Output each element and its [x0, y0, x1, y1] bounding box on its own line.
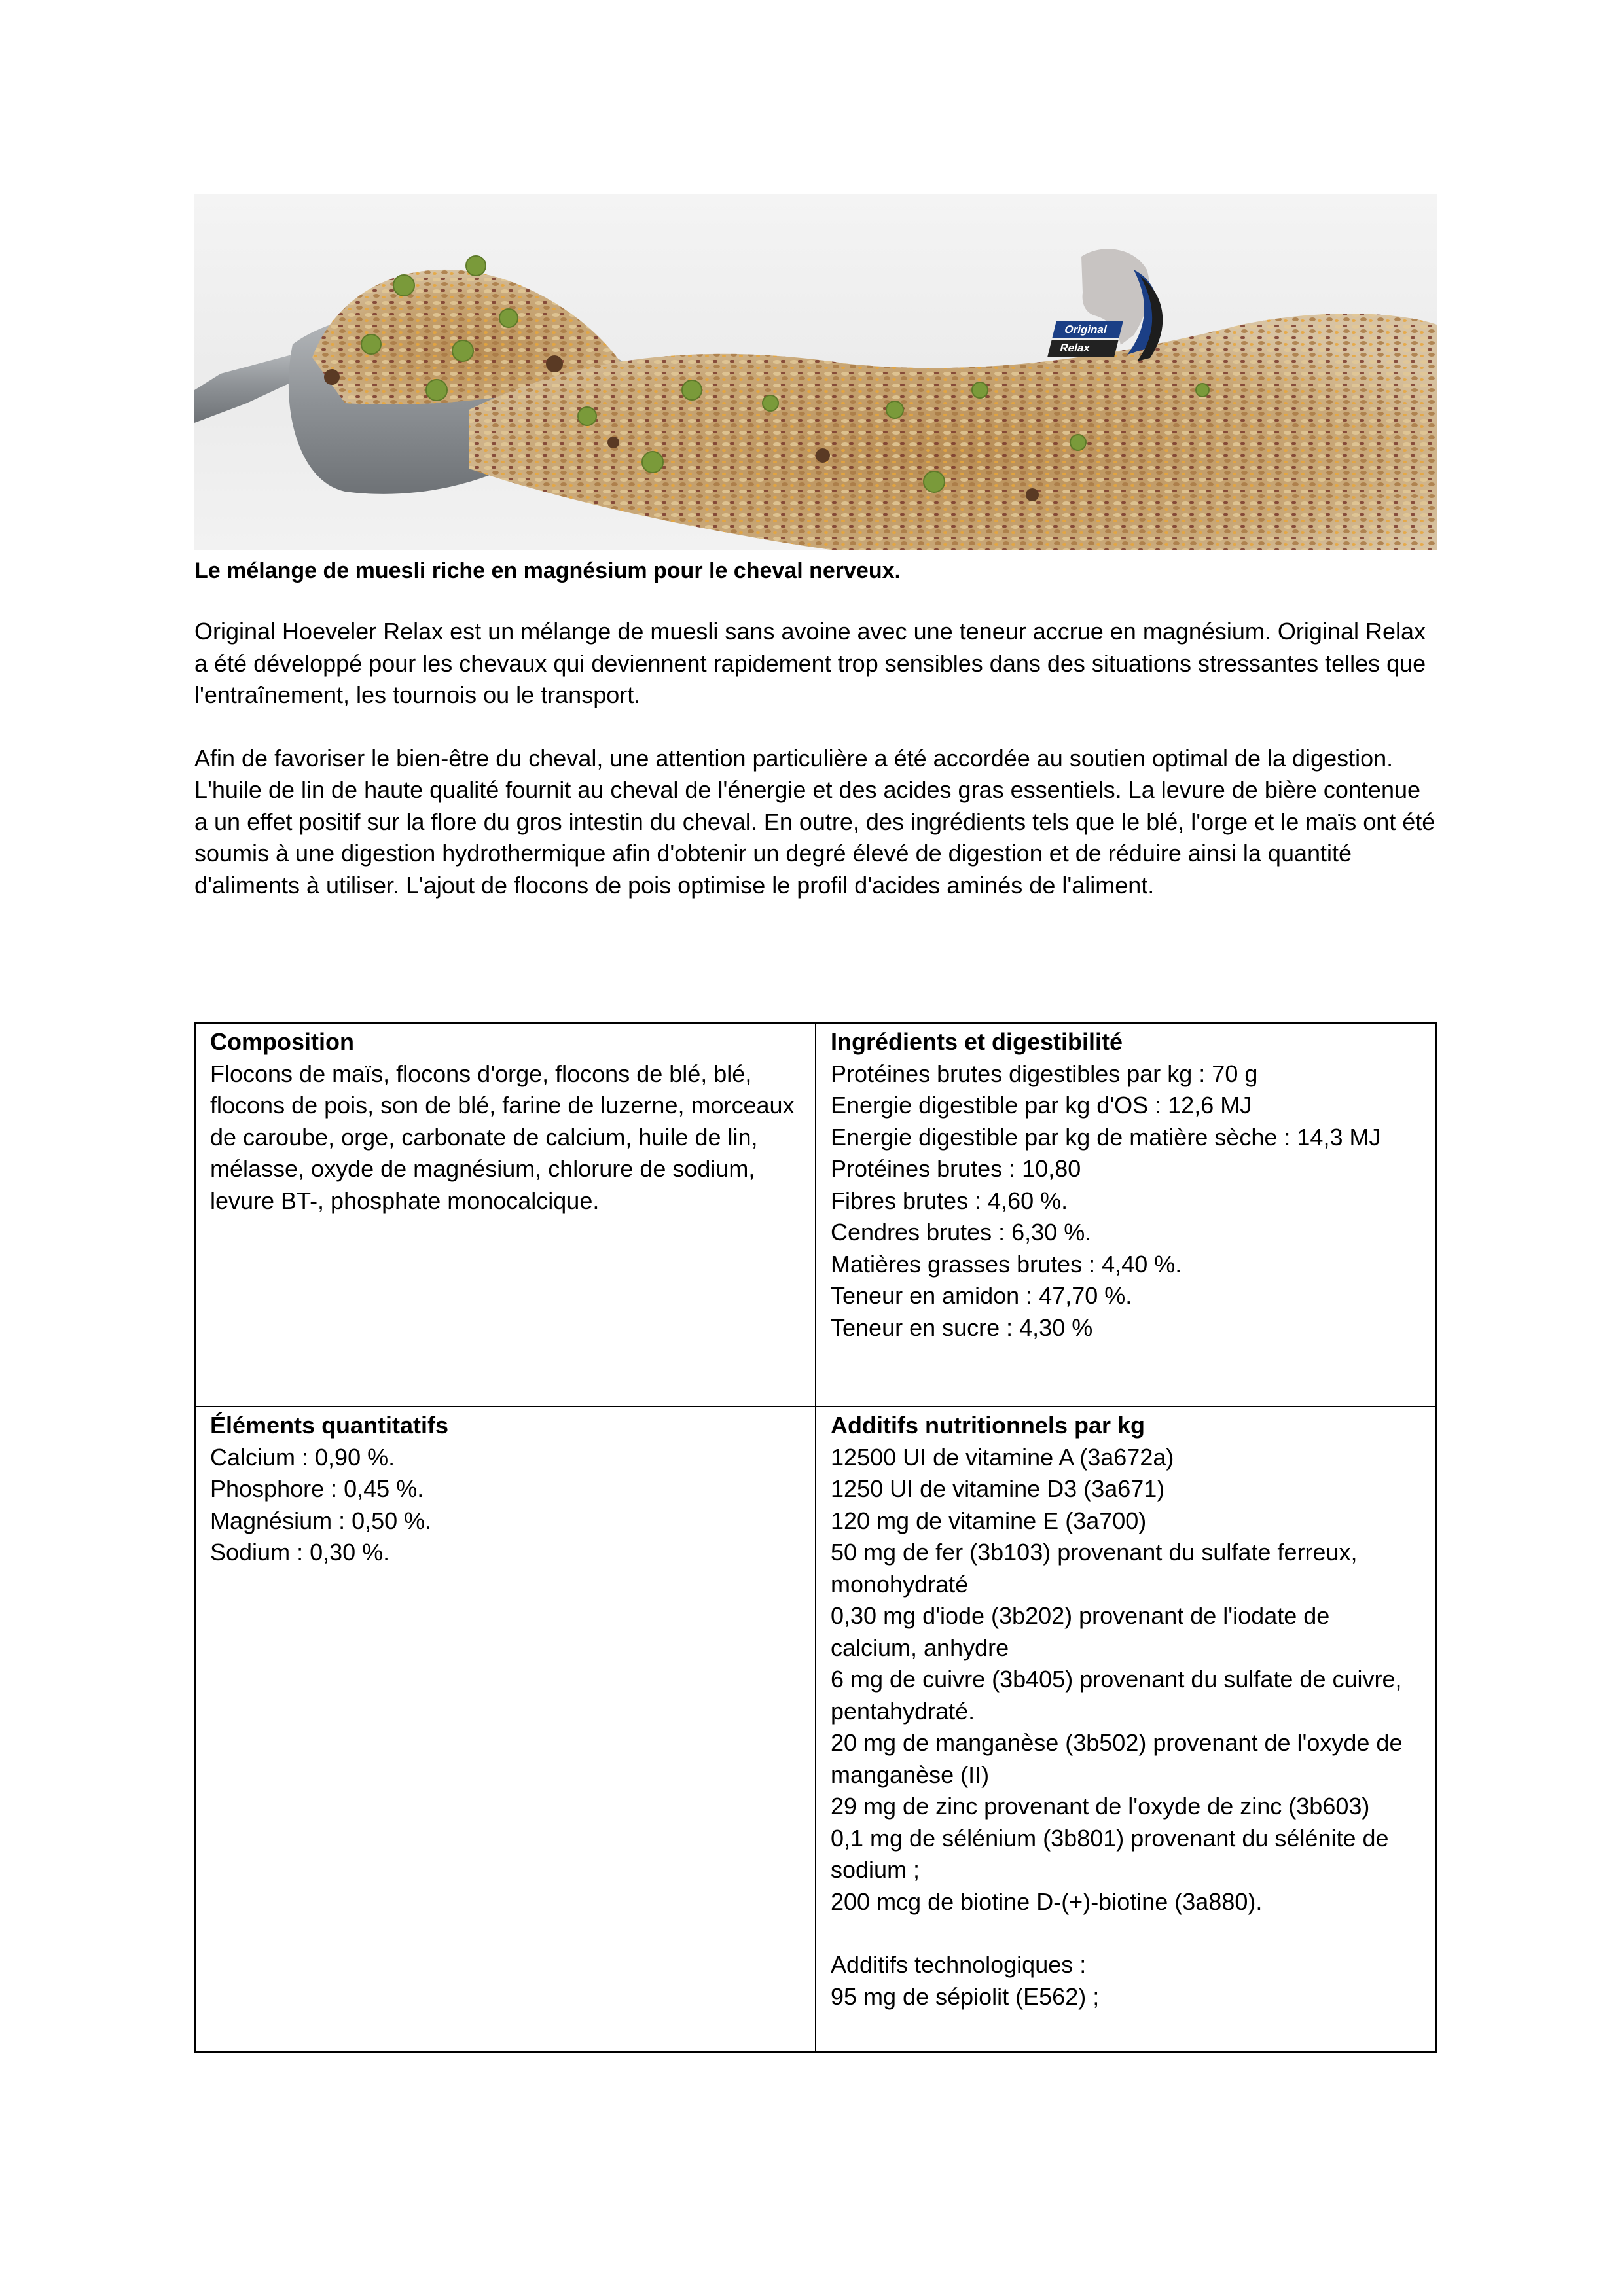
additif-line: 50 mg de fer (3b103) provenant du sulfate ferreux, monohydraté: [831, 1539, 1358, 1598]
ingredient-line: Energie digestible par kg de matière sèche : 14,3 MJ: [831, 1123, 1381, 1151]
ingredient-line: Teneur en amidon : 47,70 %.: [831, 1282, 1132, 1309]
additif-line: 120 mg de vitamine E (3a700): [831, 1507, 1147, 1534]
tech-line: 95 mg de sépiolit (E562) ;: [831, 1982, 1100, 2010]
ingredient-line: Teneur en sucre : 4,30 %: [831, 1314, 1093, 1341]
elements-cell: [195, 1407, 816, 2052]
additif-line: 6 mg de cuivre (3b405) provenant du sulfate de cuivre, pentahydraté.: [831, 1666, 1402, 1725]
additifs-title: Additifs nutritionnels par kg: [831, 1412, 1146, 1439]
spacer: [831, 1918, 1421, 1949]
composition-cell: [195, 1023, 816, 1407]
product-photo: [194, 194, 1437, 550]
additifs-cell: [816, 1407, 1436, 2052]
additif-line: 12500 UI de vitamine A (3a672a): [831, 1443, 1174, 1471]
element-line: Sodium : 0,30 %.: [210, 1539, 390, 1566]
product-badge: [1047, 321, 1123, 357]
table-row: [195, 1023, 1436, 1407]
element-line: Phosphore : 0,45 %.: [210, 1475, 424, 1502]
ingredient-line: Energie digestible par kg d'OS : 12,6 MJ: [831, 1092, 1252, 1119]
badge-original: Original: [1052, 321, 1123, 338]
ingredient-line: Cendres brutes : 6,30 %.: [831, 1219, 1092, 1246]
additif-line: 29 mg de zinc provenant de l'oxyde de zinc (3b603): [831, 1793, 1370, 1820]
composition-title: Composition: [210, 1028, 354, 1055]
headline: Le mélange de muesli riche en magnésium pour le cheval nerveux.: [194, 558, 901, 583]
ingredient-line: Protéines brutes : 10,80: [831, 1155, 1081, 1182]
intro-paragraph: Original Hoeveler Relax est un mélange de muesli sans avoine avec une teneur accrue en magnésium. Original Relax a été développé pour les chevaux qui deviennent rapidement trop sensibles dans des situations stressantes telles que l'entraînement, les tournois ou le transport.: [194, 618, 1426, 708]
element-line: Magnésium : 0,50 %.: [210, 1507, 432, 1534]
table-row: [195, 1407, 1436, 2052]
tech-title: Additifs technologiques :: [831, 1951, 1087, 1978]
additif-line: 0,30 mg d'iode (3b202) provenant de l'iodate de calcium, anhydre: [831, 1602, 1330, 1661]
muesli-scoop-illustration: [194, 194, 1437, 550]
element-line: Calcium : 0,90 %.: [210, 1443, 395, 1471]
ingredient-line: Fibres brutes : 4,60 %.: [831, 1187, 1068, 1214]
additif-line: 20 mg de manganèse (3b502) provenant de l'oxyde de manganèse (II): [831, 1729, 1403, 1788]
composition-text: Flocons de maïs, flocons d'orge, flocons de blé, blé, flocons de pois, son de blé, farine de luzerne, morceaux de caroube, orge, carbonate de calcium, huile de lin, mélasse, oxyde de magnésium, chlorure de sodium, levure BT-, phosphate monocalcique.: [210, 1060, 795, 1214]
ingredient-line: Matières grasses brutes : 4,40 %.: [831, 1250, 1182, 1278]
additif-line: 200 mcg de biotine D-(+)-biotine (3a880).: [831, 1888, 1263, 1915]
document-page: [194, 194, 1437, 2010]
ingredients-cell: [816, 1023, 1436, 1407]
ingredients-title: Ingrédients et digestibilité: [831, 1028, 1123, 1055]
additif-line: 1250 UI de vitamine D3 (3a671): [831, 1475, 1165, 1502]
nutrition-table: [194, 1022, 1437, 2053]
badge-relax: Relax: [1047, 340, 1118, 357]
additif-line: 0,1 mg de sélénium (3b801) provenant du sélénite de sodium ;: [831, 1824, 1389, 1883]
elements-title: Éléments quantitatifs: [210, 1412, 449, 1439]
ingredient-line: Protéines brutes digestibles par kg : 70 g: [831, 1060, 1258, 1087]
digestion-paragraph: Afin de favoriser le bien-être du cheval, une attention particulière a été accordée au soutien optimal de la digestion. L'huile de lin de haute qualité fournit au cheval de l'énergie et des acides gras essentiels. La levure de bière contenue a un effet positif sur la flore du gros intestin du cheval. En outre, des ingrédients tels que le blé, l'orge et le maïs ont été soumis à une digestion hydrothermique afin d'obtenir un degré élevé de digestion et de réduire ainsi la quantité d'aliments à utiliser. L'ajout de flocons de pois optimise le profil d'acides aminés de l'aliment.: [194, 744, 1435, 899]
